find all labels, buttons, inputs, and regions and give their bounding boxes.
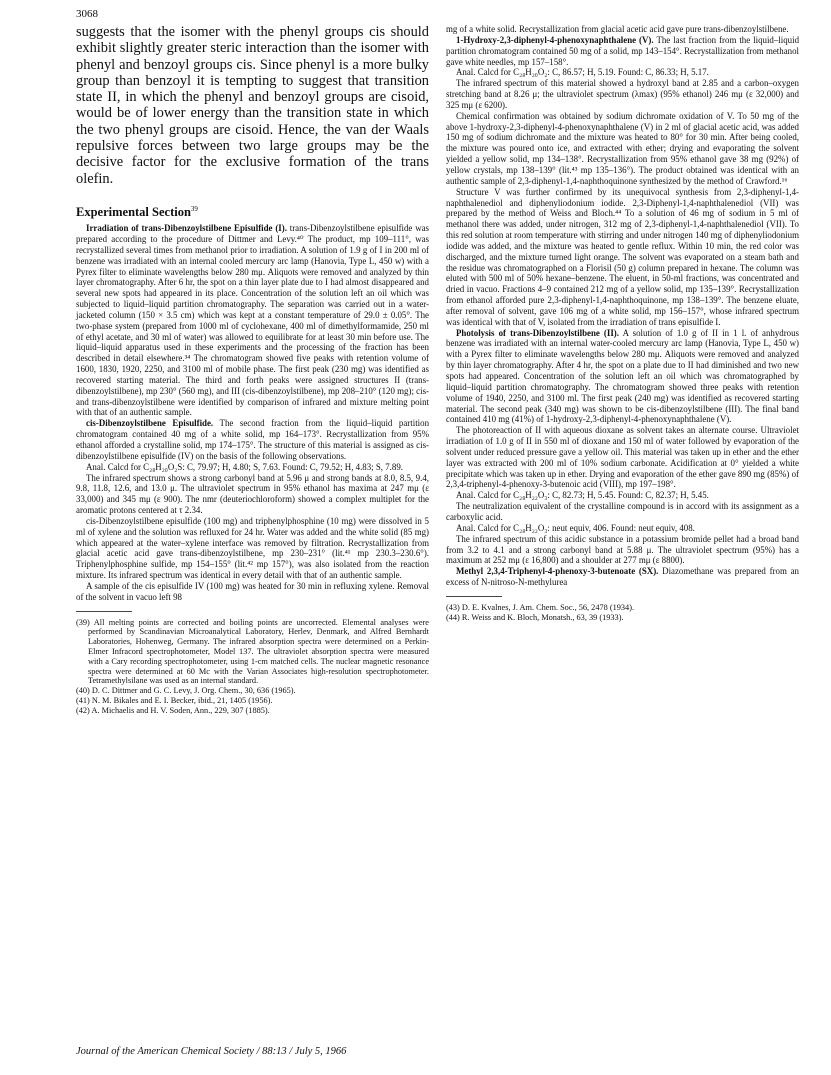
footnote: (44) R. Weiss and K. Bloch, Monatsh., 63, 39 (1933). (446, 612, 624, 622)
footnote-rule (76, 611, 132, 612)
footnote: (39) All melting points are corrected and boiling points are uncorrected. Elemental analyses were performed by Scandinavian Microanalytical Laboratory, Herlev, Denmark, and Alfred Bernhardt Laboratories, Hohenweg, Germany. The infrared absorption spectra were determined on a Perkin-Elmer Infracord spectrophotometer, Model 137. The ultraviolet absorption spectra were measured with a Cary recording spectrophotometer, using 1-cm matched cells. The nuclear magnetic resonance spectra were determined at 60 Mc with the Varian Associates high-resolution spectrophotometer. Tetramethylsilane was used as an internal standard. (76, 617, 429, 686)
right-body (446, 24, 799, 588)
paragraph-heading: Methyl 2,3,4-Triphenyl-4-phenoxy-3-butenoate (SX). (456, 566, 659, 577)
paragraph-methyl (446, 566, 799, 588)
left-column (76, 24, 429, 716)
paragraph-text: trans-Dibenzoylstilbene episulfide was prepared according to the procedure of Dittmer and Levy.⁴⁰ The product, mp 109–111°, was recrystallized several times from methanol prior to irradiation. A solution of 1.9 g of I in 200 ml of benzene was irradiated with an internal cooled mercury arc lamp (Hanovia, Type L, 450 w) with a Pyrex filter to eliminate wavelengths below 280 mμ. Aliquots were removed and analyzed by thin layer chromatography. After 6 hr, the spot on a thin layer plate due to I had almost disappeared and several new spots had appeared in its place. Concentration of the solution left an oil which was subjected to liquid–liquid partition chromatography. The separation was carried out in a water-jacketed column (150 × 3.5 cm) which was kept at a constant temperature of 29.0 ± 0.05°. The two-phase system (prepared from 1000 ml of cyclohexane, 400 ml of dimethylformamide, 250 ml of ethyl acetate, and 30 ml of water) was allowed to equilibrate for at least 30 min before use. The liquid–liquid apparatus used in these experiments and the processing of the fraction has been described in detail elsewhere.³⁴ The chromatogram showed five peaks with retention volume of 1600, 1830, 1920, 2250, and 3100 ml of mobile phase. The first peak (230 mg) was identified as recovered starting material. The third and forth peaks were assigned structures II (trans-dibenzoylstilbene), mp 230° (560 mg), and III (cis-dibenzoylstilbene), mp 208–210° (120 mg); cis- and trans-dibenzoylstilbene were identified by comparison of infrared and mixture melting point with that of an authentic sample. (76, 223, 430, 418)
paragraph-infrared: The infrared spectrum of this material showed a hydroxyl band at 2.85 and a carbon–oxygen stretching band at 8.26 μ; the ultraviolet spectrum (λmax) (95% ethanol) 246 mμ (ε 32,000) and 325 mμ (ε 6200). (446, 78, 799, 110)
paragraph-heading: 1-Hydroxy-2,3-diphenyl-4-phenoxynaphthalene (V). (456, 34, 654, 45)
paragraph-cis-episulfide (76, 418, 429, 461)
section-title (76, 205, 429, 220)
paragraph-continuation: mg of a white solid. Recrystallization from glacial acetic acid gave pure trans-dibenzoylstilbene. (446, 24, 789, 34)
footnote: (43) D. E. Kvalnes, J. Am. Chem. Soc., 56, 2478 (1934). (446, 602, 635, 612)
lead-paragraph: suggests that the isomer with the phenyl groups cis should exhibit slightly greater steric interaction than the isomer with phenyl and benzoyl groups cis. Since phenyl is a more bulky group than benzoyl it is tempting to suggest that transition state II, in which the phenyl and benzoyl groups are cisoid, would be of lower energy than the transition state in which the two phenyl groups are cisoid. Hence, the van der Waals repulsive forces between two large groups may be the decisive factor for the exclusive formation of the trans olefin. (76, 24, 429, 187)
footnote: (42) A. Michaelis and H. V. Soden, Ann., 229, 307 (1885). (76, 705, 270, 715)
paragraph-text: The second fraction from the liquid–liquid partition chromatogram contained 40 mg of a white solid, mp 164–173°. Recrystallization from 95% ethanol afforded a crystalline solid, mp 174–175°. The structure of this material is assigned as cis-dibenzoylstilbene episulfide (IV) on the basis of the following observations. (76, 418, 430, 461)
paragraph-text: The last fraction from the liquid–liquid partition chromatogram contained 50 mg of a solid, mp 143–154°. Recrystallization from methanol gave white needles, mp 157–158°. (446, 34, 800, 67)
section-title-text: Experimental Section (76, 205, 191, 220)
paragraph-neutralization: The neutralization equivalent of the crystalline compound is in accord with its assignment as a carboxylic acid. (446, 501, 799, 522)
footnotes-right (446, 603, 799, 623)
paragraph-text: Diazomethane was prepared from an excess of N-nitroso-N-methylurea (446, 566, 799, 588)
left-body (76, 223, 429, 603)
right-column (446, 24, 799, 622)
footnote: (41) N. M. Bikales and E. I. Becker, ibid., 21, 1405 (1956). (76, 696, 273, 706)
paragraph-heading: cis-Dibenzoylstilbene Episulfide. (86, 418, 214, 429)
paragraph-heading: Irradiation of trans-Dibenzoylstilbene Episulfide (I). (86, 223, 287, 234)
paragraph-dioxane: The photoreaction of II with aqueous dioxane as solvent takes an alternate course. Ultraviolet irradiation of 1.0 g of II in 550 ml of dioxane and 150 ml of water followed by evaporation of the solvent under reduced pressure gave a yellow oil. This material was taken up in ether and the ether layer was extracted with 200 ml of 10% sodium carbonate. Acidification at 0° yielded a white precipitate which was taken up in ether. Drying and evaporation of the ether gave 890 mg (85%) of 2,3,4-triphenyl-4-phenoxy-3-butenoic acid (VIII), mp 197–198°. (446, 425, 799, 490)
paragraph-phosphine: cis-Dibenzoylstilbene episulfide (100 mg) and triphenylphosphine (10 mg) were dissolved in 5 ml of xylene and the solution was refluxed for 24 hr. Water was added and the white solid (85 mg) which appeared at the water–xylene interface was removed by filtration. Recrystallization from glacial acetic acid gave trans-dibenzoylstilbene, mp 230–231° (lit.⁴¹ mp 230.3–230.6°). Triphenylphosphine sulfide, mp 154–155° (lit.⁴² mp 157°), was also isolated from the reaction mixture. Its infrared spectrum was identical in every detail with that of an authentic sample. (76, 515, 429, 581)
paragraph-analysis: Anal. Calcd for C₂₈H₂₂O₃: C, 82.73; H, 5.45. Found: C, 82.37; H, 5.45. (456, 490, 709, 501)
paragraph-naphthalene (446, 35, 799, 68)
paragraph-oxidation: Chemical confirmation was obtained by sodium dichromate oxidation of V. To 50 mg of the above 1-hydroxy-2,3-diphenyl-4-phenoxynaphthalene (V) in 2 ml of glacial acetic acid, was added 150 mg of sodium dichromate and the mixture was heated to 80° for 30 min. After being cooled, the mixture was poured onto ice, and extracted with ether; drying and evaporating the solvent yielded a yellow solid, mp 134–138°. Recrystallization from 95% ethanol gave 38 mg (92%) of yellow crystals, mp 138–139° (lit.⁴³ mp 135–136°). The product obtained was identical with an authentic sample of 2,3-diphenyl-1,4-naphthoquinone synthesized by the method of Crawford.¹⁶ (446, 110, 799, 186)
footnote: (40) D. C. Dittmer and G. C. Levy, J. Org. Chem., 30, 636 (1965). (76, 686, 296, 696)
paragraph-infrared: The infrared spectrum shows a strong carbonyl band at 5.96 μ and strong bands at 8.0, 8.5, 9.4, 9.8, 11.8, 12.6, and 13.0 μ. The ultraviolet spectrum in 95% ethanol has maxima at 247 mμ (ε 33,000) and 345 mμ (ε 900). The nmr (deuteriochloroform) showed a complex multiplet for the aromatic protons centered at τ 2.34. (76, 472, 429, 516)
paragraph-photolysis (446, 328, 799, 426)
section-footnote-ref: 39 (190, 204, 198, 213)
footnote-rule (446, 596, 502, 597)
paragraph-xylene: A sample of the cis episulfide IV (100 mg) was heated for 30 min in refluxing xylene. Removal of the solvent in vacuo left 98 (76, 580, 429, 602)
paragraph-text: A solution of 1.0 g of II in 1 l. of anhydrous benzene was irradiated with an internal water-cooled mercury arc lamp (Hanovia, Type L, 450 w) with a Pyrex filter to eliminate wavelengths below 280 mμ. Aliquots were removed and analyzed by thin layer chromatography. After 4 hr, the spot on a plate due to II had diminished and two new spots had appeared. Concentration of the solution left an oil which was chromatographed by liquid–liquid partition chromatography. The chromatogram showed three peaks with retention volume of 1940, 2250, and 3100 ml. The first peak (240 mg) was identified as recovered starting material. The second peak (340 mg) was shown to be cis-dibenzoylstilbene (III). The final band contained 410 mg (41%) of 1-hydroxy-2,3-diphenyl-4-phenoxynaphthalene (V). (446, 327, 799, 425)
paragraph-analysis: Anal. Calcd for C₂₈H₂₂O₃: neut equiv, 406. Found: neut equiv, 408. (456, 522, 695, 533)
footnotes-left (76, 618, 429, 716)
paragraph-irradiation (76, 223, 429, 418)
paragraph-analysis: Anal. Calcd for C₂₈H₂₀O₂: C, 86.57; H, 5.19. Found: C, 86.33; H, 5.17. (456, 67, 709, 78)
paragraph-infrared: The infrared spectrum of this acidic substance in a potassium bromide pellet had a broad band from 3.2 to 4.1 and a strong carbonyl band at 5.88 μ. The ultraviolet spectrum (95%) has a maximum at 252 mμ (ε 16,800) and a shoulder at 277 mμ (ε 8800). (446, 533, 799, 566)
page-number: 3068 (76, 8, 98, 20)
paragraph-synthesis: Structure V was further confirmed by its unequivocal synthesis from 2,3-diphenyl-1,4-naphthalenediol and diphenyliodonium iodide. 2,3-Diphenyl-1,4-naphthalenediol (VII) was prepared by the method of Weiss and Bloch.⁴⁴ To a solution of 46 mg of sodium in 5 ml of methanol there was added, under nitrogen, 312 mg of 2,3-diphenyl-1,4-naphthalenediol (VII). To this red solution at room temperature with stirring and under nitrogen 140 mg of diphenyliodonium iodide was added, and the mixture was heated to gentle reflux. Within 10 min, the red color was discharged, and the mixture turned light orange. The solvent was evaporated on a steam bath and the residue was chromatographed on a Florisil (50 g) column prepared in hexane. The column was eluted with 500 ml of 50% hexane–benzene. The eluent, in 50-ml fractions, was concentrated and dried in vacuo. Fractions 4–9 contained 212 mg of a yellow solid, mp 135–139°. Recrystallization from ethanol afforded pure 2,3-diphenyl-1,4-naphthoquinone, mp 138–139°. The benzene eluate, after removal of solvent, gave 106 mg of a white solid, mp 156–157°, whose infrared spectrum was identical with that of V, isolated from the irradiation of trans episulfide I. (446, 186, 799, 327)
journal-footer: Journal of the American Chemical Society / 88:13 / July 5, 1966 (76, 1046, 347, 1057)
paragraph-heading: Photolysis of trans-Dibenzoylstilbene (II). (456, 327, 619, 338)
paragraph-analysis: Anal. Calcd for C₂₈H₂₀O₂S: C, 79.97; H, 4.80; S, 7.63. Found: C, 79.52; H, 4.83; S, 7.89. (86, 461, 403, 472)
